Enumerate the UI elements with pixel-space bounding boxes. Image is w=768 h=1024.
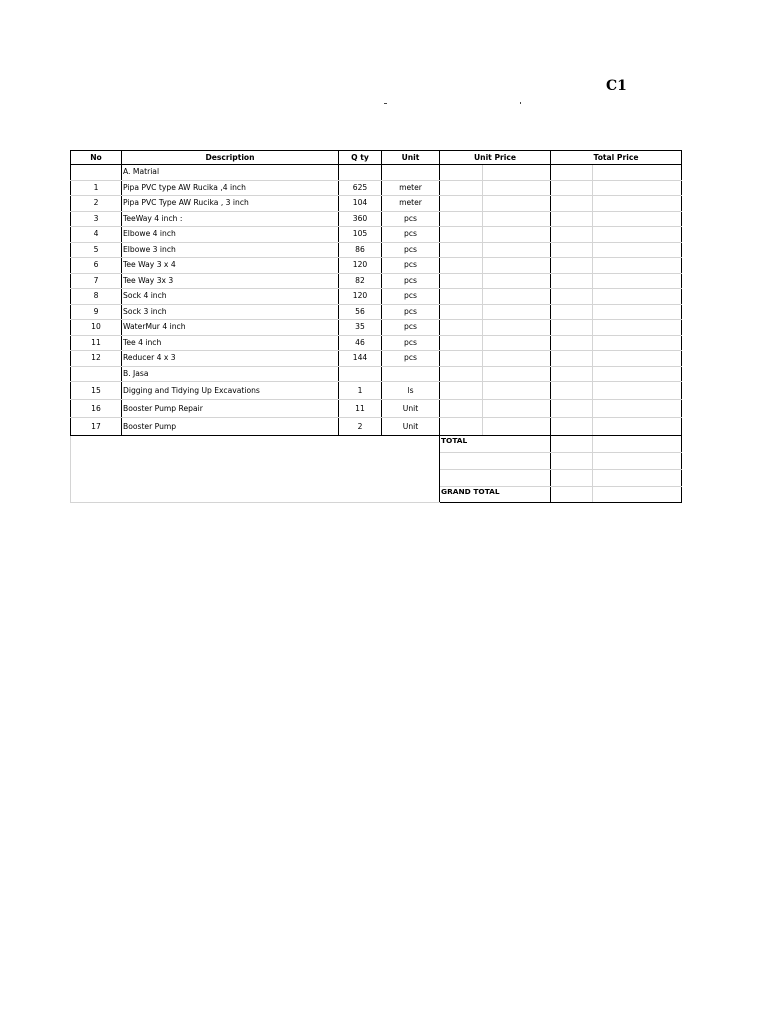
row-unit-price-cell — [440, 320, 483, 336]
row-unit-price-cell — [483, 180, 551, 196]
row-unit-price-cell — [440, 258, 483, 274]
row-total-price-cell — [593, 320, 682, 336]
row-no: 6 — [71, 258, 122, 274]
row-description: Pipa PVC type AW Rucika ,4 inch — [122, 180, 339, 196]
row-no: 5 — [71, 242, 122, 258]
row-unit-price-cell — [483, 400, 551, 418]
table-body — [71, 165, 682, 503]
row-qty: 120 — [339, 289, 382, 305]
row-total-price-cell — [551, 382, 593, 400]
section-no-cell — [71, 165, 122, 181]
table-row — [71, 211, 682, 227]
table-row — [71, 258, 682, 274]
section-title: A. Matrial — [122, 165, 339, 181]
row-description: Sock 3 inch — [122, 304, 339, 320]
row-total-price-cell — [593, 180, 682, 196]
row-description: Booster Pump — [122, 418, 339, 436]
row-unit-price-cell — [483, 258, 551, 274]
row-total-price-cell — [551, 351, 593, 367]
row-unit: pcs — [382, 320, 440, 336]
table-row — [71, 242, 682, 258]
total-label: TOTAL — [440, 436, 551, 453]
row-unit-price-cell — [483, 289, 551, 305]
empty-cell — [339, 366, 382, 382]
row-no: 4 — [71, 227, 122, 243]
row-total-price-cell — [551, 289, 593, 305]
table-row — [71, 273, 682, 289]
row-description: Sock 4 inch — [122, 289, 339, 305]
row-unit: Unit — [382, 400, 440, 418]
row-unit: pcs — [382, 335, 440, 351]
header-unit: Unit — [382, 151, 440, 165]
row-no: 9 — [71, 304, 122, 320]
summary-label-blank — [440, 470, 551, 487]
row-unit: Unit — [382, 418, 440, 436]
grand-total-label: GRAND TOTAL — [440, 487, 551, 503]
row-unit-price-cell — [440, 227, 483, 243]
row-description: Elbowe 4 inch — [122, 227, 339, 243]
row-total-price-cell — [593, 242, 682, 258]
row-total-price-cell — [593, 304, 682, 320]
row-unit-price-cell — [440, 335, 483, 351]
row-qty: 104 — [339, 196, 382, 212]
row-unit-price-cell — [483, 227, 551, 243]
empty-cell — [440, 366, 483, 382]
row-unit: meter — [382, 196, 440, 212]
empty-cell — [551, 366, 593, 382]
table-row — [71, 351, 682, 367]
row-no: 7 — [71, 273, 122, 289]
row-unit-price-cell — [483, 418, 551, 436]
row-unit-price-cell — [440, 211, 483, 227]
row-unit-price-cell — [440, 180, 483, 196]
row-description: Reducer 4 x 3 — [122, 351, 339, 367]
row-total-price-cell — [551, 400, 593, 418]
row-qty: 105 — [339, 227, 382, 243]
row-qty: 11 — [339, 400, 382, 418]
row-total-price-cell — [593, 196, 682, 212]
bill-of-quantities-table — [70, 150, 682, 503]
row-description: WaterMur 4 inch — [122, 320, 339, 336]
header-qty: Q ty — [339, 151, 382, 165]
row-qty: 46 — [339, 335, 382, 351]
table-row — [71, 289, 682, 305]
table-row — [71, 180, 682, 196]
footer-blank-area — [71, 436, 440, 503]
row-unit: pcs — [382, 227, 440, 243]
row-unit-price-cell — [483, 304, 551, 320]
summary-value-cell — [593, 470, 682, 487]
row-unit-price-cell — [440, 304, 483, 320]
summary-value-cell — [551, 470, 593, 487]
row-unit-price-cell — [483, 320, 551, 336]
row-unit: pcs — [382, 242, 440, 258]
empty-cell — [551, 165, 593, 181]
row-no: 2 — [71, 196, 122, 212]
row-no: 8 — [71, 289, 122, 305]
row-total-price-cell — [551, 335, 593, 351]
row-unit: pcs — [382, 351, 440, 367]
row-unit-price-cell — [440, 196, 483, 212]
row-unit: pcs — [382, 304, 440, 320]
row-qty: 625 — [339, 180, 382, 196]
row-unit-price-cell — [483, 335, 551, 351]
row-unit-price-cell — [483, 211, 551, 227]
table-row — [71, 418, 682, 436]
row-unit-price-cell — [483, 351, 551, 367]
header-total-price: Total Price — [551, 151, 682, 165]
row-unit-price-cell — [440, 400, 483, 418]
summary-value-cell — [593, 453, 682, 470]
table-row — [71, 320, 682, 336]
header-description: Description — [122, 151, 339, 165]
table-row — [71, 227, 682, 243]
row-unit: pcs — [382, 289, 440, 305]
row-unit-price-cell — [483, 196, 551, 212]
row-description: Tee 4 inch — [122, 335, 339, 351]
row-qty: 360 — [339, 211, 382, 227]
row-total-price-cell — [551, 418, 593, 436]
empty-cell — [440, 165, 483, 181]
row-total-price-cell — [593, 382, 682, 400]
row-qty: 82 — [339, 273, 382, 289]
row-unit: pcs — [382, 273, 440, 289]
row-total-price-cell — [593, 211, 682, 227]
row-unit-price-cell — [440, 273, 483, 289]
summary-value-cell — [593, 436, 682, 453]
scan-mark — [520, 102, 521, 104]
row-description: Tee Way 3x 3 — [122, 273, 339, 289]
row-total-price-cell — [551, 196, 593, 212]
row-unit: ls — [382, 382, 440, 400]
table-row — [71, 335, 682, 351]
row-unit-price-cell — [440, 289, 483, 305]
table-header-row — [71, 151, 682, 165]
row-unit-price-cell — [440, 418, 483, 436]
row-unit-price-cell — [483, 382, 551, 400]
table-row — [71, 400, 682, 418]
row-unit: pcs — [382, 258, 440, 274]
row-qty: 144 — [339, 351, 382, 367]
row-total-price-cell — [593, 227, 682, 243]
summary-value-cell — [551, 453, 593, 470]
row-unit-price-cell — [440, 242, 483, 258]
empty-cell — [382, 366, 440, 382]
row-total-price-cell — [551, 227, 593, 243]
row-description: Digging and Tidying Up Excavations — [122, 382, 339, 400]
row-qty: 56 — [339, 304, 382, 320]
empty-cell — [483, 165, 551, 181]
section-no-cell — [71, 366, 122, 382]
row-unit-price-cell — [440, 351, 483, 367]
row-total-price-cell — [551, 242, 593, 258]
row-total-price-cell — [551, 304, 593, 320]
section-row — [71, 366, 682, 382]
total-row — [71, 436, 682, 453]
row-total-price-cell — [593, 289, 682, 305]
empty-cell — [483, 366, 551, 382]
empty-cell — [593, 366, 682, 382]
document-code: C1 — [606, 78, 627, 94]
row-no: 1 — [71, 180, 122, 196]
row-no: 10 — [71, 320, 122, 336]
row-total-price-cell — [593, 418, 682, 436]
row-total-price-cell — [551, 320, 593, 336]
row-total-price-cell — [593, 273, 682, 289]
summary-value-cell — [551, 487, 593, 503]
row-no: 15 — [71, 382, 122, 400]
row-no: 12 — [71, 351, 122, 367]
row-description: Tee Way 3 x 4 — [122, 258, 339, 274]
row-qty: 120 — [339, 258, 382, 274]
row-unit-price-cell — [483, 242, 551, 258]
row-unit: pcs — [382, 211, 440, 227]
summary-label-blank — [440, 453, 551, 470]
header-unit-price: Unit Price — [440, 151, 551, 165]
row-unit: meter — [382, 180, 440, 196]
row-description: Pipa PVC Type AW Rucika , 3 inch — [122, 196, 339, 212]
row-qty: 2 — [339, 418, 382, 436]
row-total-price-cell — [593, 351, 682, 367]
row-description: Elbowe 3 inch — [122, 242, 339, 258]
empty-cell — [593, 165, 682, 181]
summary-value-cell — [551, 436, 593, 453]
row-unit-price-cell — [440, 382, 483, 400]
scan-mark — [384, 103, 387, 104]
row-no: 3 — [71, 211, 122, 227]
row-total-price-cell — [551, 180, 593, 196]
section-title: B. Jasa — [122, 366, 339, 382]
row-qty: 35 — [339, 320, 382, 336]
row-qty: 1 — [339, 382, 382, 400]
row-qty: 86 — [339, 242, 382, 258]
row-total-price-cell — [593, 400, 682, 418]
table-row — [71, 304, 682, 320]
row-description: Booster Pump Repair — [122, 400, 339, 418]
header-no: No — [71, 151, 122, 165]
row-no: 16 — [71, 400, 122, 418]
row-description: TeeWay 4 inch : — [122, 211, 339, 227]
row-unit-price-cell — [483, 273, 551, 289]
section-row — [71, 165, 682, 181]
table-row — [71, 196, 682, 212]
row-no: 17 — [71, 418, 122, 436]
row-total-price-cell — [551, 211, 593, 227]
table-row — [71, 382, 682, 400]
row-no: 11 — [71, 335, 122, 351]
row-total-price-cell — [593, 335, 682, 351]
empty-cell — [339, 165, 382, 181]
row-total-price-cell — [551, 258, 593, 274]
row-total-price-cell — [593, 258, 682, 274]
row-total-price-cell — [551, 273, 593, 289]
empty-cell — [382, 165, 440, 181]
summary-value-cell — [593, 487, 682, 503]
